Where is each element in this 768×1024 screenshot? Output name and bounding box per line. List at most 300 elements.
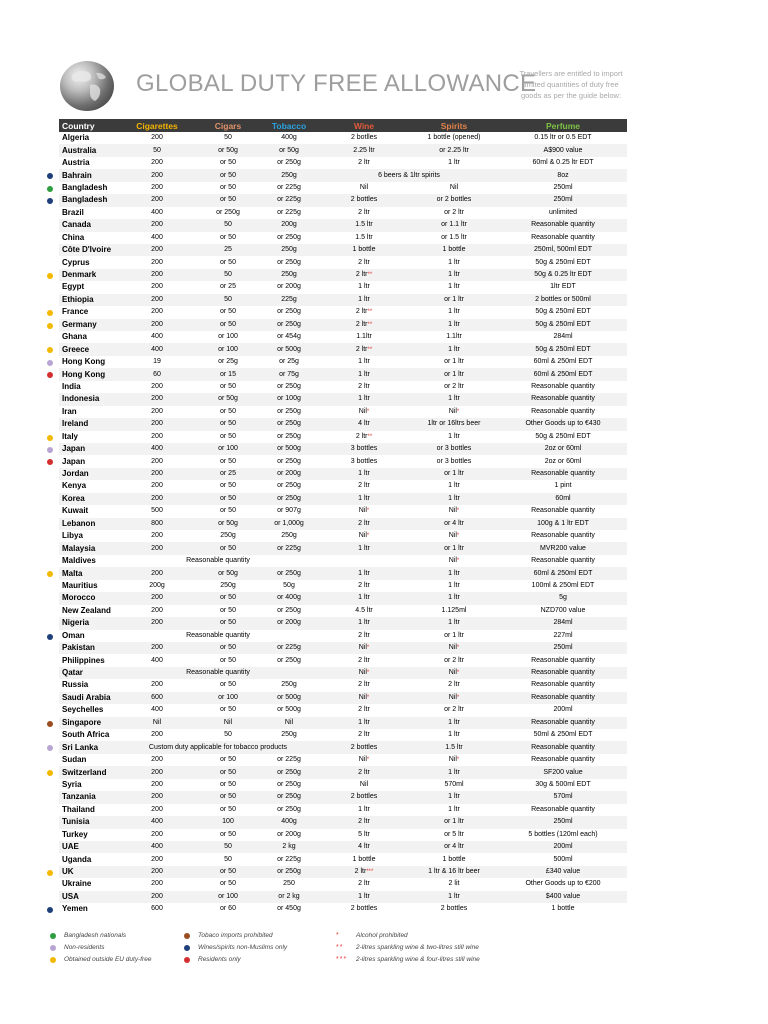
- country-cell: [59, 343, 117, 355]
- wine-cell: [319, 182, 409, 194]
- spirits-value: 1 ltr: [448, 793, 460, 801]
- spirits-cell: [409, 207, 499, 219]
- tobacco-cell: or 225g: [277, 208, 301, 216]
- wine-value: 5 ltr: [358, 830, 370, 838]
- cigarettes-cell: 60: [117, 368, 197, 380]
- spirits-value: 1 ltr: [448, 892, 460, 900]
- country-cell: [59, 592, 117, 604]
- spirits-value: 1 bottle (opened): [427, 134, 481, 142]
- perfume-cell: $400 value: [499, 891, 627, 903]
- spirits-cell: [409, 493, 499, 505]
- table-row: [59, 281, 627, 293]
- spirits-value: or 2 ltr: [444, 656, 464, 664]
- spirits-value: 1 ltr: [448, 731, 460, 739]
- spirits-cell: [409, 667, 499, 679]
- perfume-cell: 1ltr EDT: [550, 283, 576, 291]
- perfume-cell: 0.15 ltr or 0.5 EDT: [534, 134, 592, 142]
- wine-value: 1 ltr: [358, 295, 370, 303]
- legend-dot: [50, 933, 56, 939]
- spirits-cell: [409, 542, 499, 554]
- table-row: [59, 667, 627, 679]
- status-dot: [47, 459, 53, 465]
- wine-cell: [319, 542, 409, 554]
- perfume-cell: SF200 value: [499, 766, 627, 778]
- country-name: Lebanon: [62, 518, 96, 528]
- wine-value: 2 ltr: [358, 656, 370, 664]
- spirits-value: 1 bottle: [442, 855, 466, 863]
- wine-cell: [319, 194, 409, 206]
- spirits-cell: [409, 132, 499, 144]
- wine-cell: [319, 692, 409, 704]
- perfume-cell: 1 bottle: [551, 905, 575, 913]
- asterisk-marker: *: [456, 533, 460, 540]
- cigars-cell: 50: [224, 134, 232, 142]
- spirits-cell: [409, 232, 499, 244]
- cigars-cell: 50: [197, 219, 259, 231]
- cigars-cell: or 50: [220, 382, 236, 390]
- wine-value: 2 ltr: [358, 208, 370, 216]
- country-cell: [59, 132, 117, 144]
- country-cell: [59, 878, 117, 890]
- spirits-value: or 1 ltr: [444, 631, 464, 639]
- country-cell: [59, 393, 117, 405]
- country-cell: [59, 679, 117, 691]
- wine-cell: [319, 518, 409, 530]
- tobacco-cell: or 250g: [277, 258, 301, 266]
- asterisk-marker: *: [456, 670, 460, 677]
- tobacco-cell: 250g: [281, 681, 297, 689]
- perfume-cell: Reasonable quantity: [531, 532, 595, 540]
- cigarettes-cell: 200: [117, 244, 197, 256]
- wine-cell: [319, 567, 409, 579]
- perfume-cell: 227ml: [553, 631, 573, 639]
- cigarettes-cell: 200: [151, 756, 163, 764]
- tobacco-cell: or 225g: [259, 642, 319, 654]
- tobacco-cell: or 250g: [277, 656, 301, 664]
- cigarettes-cell: 200: [117, 542, 197, 554]
- wine-value: 1 ltr: [358, 283, 370, 291]
- legend-item: [336, 930, 480, 942]
- wine-value: 1.5 ltr: [355, 233, 373, 241]
- cigars-cell: or 50: [220, 482, 236, 490]
- cigarettes-cell: 400: [151, 656, 163, 664]
- table-row: [59, 617, 627, 629]
- table-row: [59, 319, 627, 331]
- allowance-table: [59, 119, 627, 916]
- asterisk-marker: *: [366, 533, 370, 540]
- table-row: [59, 418, 627, 430]
- wine-cell: [319, 816, 409, 828]
- wine-value: 2 bottles: [350, 743, 378, 751]
- spirits-value: 1.5 ltr: [445, 743, 463, 751]
- spirits-cell: [409, 480, 499, 492]
- spirits-value: 1 ltr: [448, 805, 460, 813]
- asterisk-marker: ***: [366, 869, 374, 876]
- country-cell: [59, 319, 117, 331]
- wine-cell: [319, 580, 409, 592]
- country-name: Seychelles: [62, 705, 104, 715]
- tobacco-cell: or 225g: [259, 194, 319, 206]
- table-row: [59, 580, 627, 592]
- perfume-cell: NZD700 value: [540, 606, 586, 614]
- col-header-cigarettes: Cigarettes: [117, 119, 197, 132]
- wine-cell: [319, 493, 409, 505]
- wine-value: 2 ltr: [358, 768, 370, 776]
- tobacco-cell: or 200g: [259, 468, 319, 480]
- country-cell: [59, 468, 117, 480]
- legend-item: [50, 930, 151, 942]
- tobacco-cell: or 250g: [277, 233, 301, 241]
- spirits-value: 1 ltr: [448, 432, 460, 440]
- wine-cell: [319, 505, 409, 517]
- spirits-value: 570ml: [444, 780, 464, 788]
- wine-value: Nil: [358, 756, 367, 764]
- perfume-cell: Reasonable quantity: [499, 717, 627, 729]
- cigars-cell: or 50: [220, 830, 236, 838]
- perfume-cell: 50g & 0.25 ltr EDT: [499, 269, 627, 281]
- cigars-cell: or 50: [220, 258, 236, 266]
- country-cell: [59, 232, 117, 244]
- asterisk-marker: **: [367, 433, 373, 440]
- tobacco-cell: 50g: [283, 581, 295, 589]
- cigars-cell: or 60: [220, 905, 236, 913]
- table-row: [59, 816, 627, 828]
- wine-value: 2 ltr: [358, 880, 370, 888]
- col-header-country: Country: [59, 119, 117, 132]
- cigarettes-cell: 200: [151, 855, 163, 863]
- table-row: [59, 766, 627, 778]
- perfume-cell: 250ml: [499, 642, 627, 654]
- wine-cell: [319, 294, 409, 306]
- country-name: Maldives: [62, 556, 96, 566]
- tobacco-cell: Nil: [259, 717, 319, 729]
- spirits-cell: [409, 567, 499, 579]
- tobacco-cell: or 250g: [259, 567, 319, 579]
- spirits-value: Nil: [448, 644, 457, 652]
- spirits-cell: [409, 406, 499, 418]
- country-name: Mauritius: [62, 580, 98, 590]
- cigarettes-cell: 200: [151, 830, 163, 838]
- spirits-cell: [409, 518, 499, 530]
- table-row: [59, 878, 627, 890]
- wine-value: 1 ltr: [358, 470, 370, 478]
- cigarettes-cell: 200: [117, 866, 197, 878]
- country-cell: [59, 841, 117, 853]
- spirits-cell: [409, 791, 499, 803]
- spirits-cell: [409, 381, 499, 393]
- wine-cell: [319, 891, 409, 903]
- country-name: Tunisia: [62, 817, 90, 827]
- tobacco-cell: 250: [283, 880, 295, 888]
- cigarettes-cell: 200: [117, 592, 197, 604]
- spirits-cell: [409, 580, 499, 592]
- asterisk-marker: *: [366, 408, 370, 415]
- table-row: [59, 269, 627, 281]
- cigarettes-cell: 200: [117, 468, 197, 480]
- table-row: [59, 903, 627, 915]
- spirits-value: or 4 ltr: [444, 519, 464, 527]
- perfume-cell: 60ml & 250ml EDT: [533, 358, 593, 366]
- wine-value: 1 ltr: [358, 358, 370, 366]
- spirits-value: or 1 ltr: [444, 818, 464, 826]
- perfume-cell: 250ml, 500ml EDT: [499, 244, 627, 256]
- wine-cell: [319, 530, 409, 542]
- tobacco-cell: or 25g: [279, 358, 299, 366]
- cigars-cell: or 100: [197, 343, 259, 355]
- perfume-cell: 570ml: [499, 791, 627, 803]
- spirits-cell: [409, 343, 499, 355]
- country-name: Iran: [62, 406, 77, 416]
- spirits-value: 2 lit: [448, 880, 460, 888]
- spirits-cell: [409, 903, 499, 915]
- col-header-spirits: Spirits: [409, 119, 499, 132]
- spirits-cell: [409, 418, 499, 430]
- cigarettes-cell: 500: [151, 507, 163, 515]
- perfume-cell: 200ml: [499, 841, 627, 853]
- wine-cell: [319, 368, 409, 380]
- spirits-cell: [409, 530, 499, 542]
- spirits-value: 1 ltr: [448, 594, 460, 602]
- cigarettes-cell: 200: [151, 532, 163, 540]
- country-cell: [59, 741, 117, 753]
- wine-cell: [319, 853, 409, 865]
- country-cell: [59, 555, 117, 567]
- cigarettes-cell: 200: [117, 393, 197, 405]
- table-row: [59, 891, 627, 903]
- wine-cell: [319, 679, 409, 691]
- wine-value: Nil: [358, 532, 367, 540]
- wine-value: 2 ltr: [355, 308, 368, 316]
- country-name: Malaysia: [62, 543, 96, 553]
- wine-cell: [319, 132, 409, 144]
- wine-cell: [319, 667, 409, 679]
- table-row: [59, 592, 627, 604]
- tobacco-cell: or 250g: [277, 805, 301, 813]
- wine-cell: [319, 704, 409, 716]
- cigarettes-cell: 200: [117, 418, 197, 430]
- spirits-cell: [409, 741, 499, 753]
- table-row: [59, 853, 627, 865]
- spirits-cell: [409, 319, 499, 331]
- country-name: Japan: [62, 444, 86, 454]
- country-name: Thailand: [62, 804, 95, 814]
- perfume-cell: Reasonable quantity: [499, 393, 627, 405]
- tobacco-cell: or 225g: [259, 542, 319, 554]
- tobacco-cell: 200g: [259, 219, 319, 231]
- wine-value: 4.5 ltr: [355, 606, 373, 614]
- cigarettes-cell: 50: [117, 144, 197, 156]
- country-cell: [59, 194, 117, 206]
- spirits-value: 1 ltr: [448, 283, 460, 291]
- cigarettes-cell: 200: [117, 642, 197, 654]
- wine-value: 1 ltr: [358, 892, 370, 900]
- tobacco-cell: or 400g: [259, 592, 319, 604]
- status-dot: [47, 770, 53, 776]
- perfume-cell: 60ml: [499, 493, 627, 505]
- country-cell: [59, 406, 117, 418]
- wine-value: 1 ltr: [358, 494, 370, 502]
- tobacco-merged-cell: Reasonable quantity: [186, 631, 250, 639]
- country-name: Ethiopia: [62, 294, 94, 304]
- legend-text: 2-litres sparkling wine & two-litres still wine: [356, 944, 479, 951]
- country-name: Turkey: [62, 829, 88, 839]
- cigars-cell: or 50: [220, 407, 236, 415]
- perfume-cell: 50g & 250ml EDT: [535, 432, 591, 440]
- cigarettes-cell: 200: [117, 493, 197, 505]
- cigarettes-cell: 200: [151, 731, 163, 739]
- country-cell: [59, 754, 117, 766]
- cigarettes-cell: 400: [151, 208, 163, 216]
- country-name: Russia: [62, 680, 89, 690]
- cigarettes-cell: 200g: [149, 581, 165, 589]
- perfume-cell: A$900 value: [499, 144, 627, 156]
- cigarettes-cell: 200: [151, 780, 163, 788]
- wine-cell: [319, 219, 409, 231]
- country-cell: [59, 431, 117, 443]
- perfume-cell: 60ml & 0.25 ltr EDT: [532, 159, 594, 167]
- cigars-cell: or 25: [197, 468, 259, 480]
- wine-cell: [319, 232, 409, 244]
- wine-cell: [319, 878, 409, 890]
- country-cell: [59, 617, 117, 629]
- cigars-cell: or 50: [220, 457, 236, 465]
- table-row: [59, 679, 627, 691]
- wine-cell: [319, 331, 409, 343]
- cigarettes-cell: 400: [117, 443, 197, 455]
- perfume-cell: 1 pint: [554, 482, 572, 490]
- cigarettes-cell: 200: [117, 319, 197, 331]
- perfume-cell: 200ml: [553, 706, 573, 714]
- table-row: [59, 779, 627, 791]
- perfume-cell: 284ml: [499, 617, 627, 629]
- country-name: UAE: [62, 842, 79, 852]
- spirits-value: 1 ltr: [448, 718, 460, 726]
- legend-dot: [50, 945, 56, 951]
- cigars-cell: 25: [197, 244, 259, 256]
- tobacco-cell: or 250g: [259, 791, 319, 803]
- table-body: [59, 132, 627, 916]
- cigars-cell: or 50g: [197, 144, 259, 156]
- cigars-cell: or 50: [197, 617, 259, 629]
- perfume-cell: Reasonable quantity: [531, 557, 595, 565]
- table-row: [59, 480, 627, 492]
- tobacco-cell: or 250g: [277, 457, 301, 465]
- wine-cell: [319, 455, 409, 467]
- wine-cell: [319, 480, 409, 492]
- table-row: [59, 754, 627, 766]
- wine-cell: [319, 319, 409, 331]
- legend-symbol: *: [336, 932, 340, 939]
- country-name: Greece: [62, 344, 90, 354]
- country-name: Brazil: [62, 207, 84, 217]
- spirits-value: or 2 ltr: [444, 208, 464, 216]
- status-dot: [47, 323, 53, 329]
- table-row: [59, 542, 627, 554]
- country-name: Jordan: [62, 469, 89, 479]
- country-name: Sri Lanka: [62, 742, 99, 752]
- country-cell: [59, 779, 117, 791]
- wine-cell: [319, 642, 409, 654]
- wine-value: 2 ltr: [355, 271, 368, 279]
- spirits-cell: [409, 331, 499, 343]
- tobacco-cell: 400g: [281, 134, 297, 142]
- spirits-value: or 2 ltr: [444, 382, 464, 390]
- wine-value: Nil: [358, 693, 367, 701]
- spirits-value: or 1 ltr: [444, 295, 464, 303]
- perfume-cell: Reasonable quantity: [531, 681, 595, 689]
- perfume-cell: Reasonable quantity: [499, 468, 627, 480]
- tobacco-cell: or 2 kg: [259, 891, 319, 903]
- country-cell: [59, 791, 117, 803]
- cigars-cell: or 50: [197, 866, 259, 878]
- country-cell: [59, 493, 117, 505]
- cigars-cell: or 50: [220, 159, 236, 167]
- table-row: [59, 741, 627, 753]
- country-cell: [59, 455, 117, 467]
- perfume-cell: Reasonable quantity: [531, 805, 595, 813]
- wine-value: 1 ltr: [358, 805, 370, 813]
- cigars-cell: or 100: [197, 692, 259, 704]
- spirits-value: 1 ltr: [448, 159, 460, 167]
- country-cell: [59, 381, 117, 393]
- spirits-value: 1 ltr: [448, 494, 460, 502]
- cigarettes-cell: 200: [151, 134, 163, 142]
- perfume-cell: 50g & 250ml EDT: [499, 319, 627, 331]
- table-row: [59, 381, 627, 393]
- spirits-cell: [409, 617, 499, 629]
- perfume-cell: Reasonable quantity: [531, 756, 595, 764]
- country-name: Oman: [62, 630, 85, 640]
- wine-value: Nil: [358, 507, 367, 515]
- spirits-value: 1 ltr: [448, 768, 460, 776]
- wine-value: 2 botlles: [350, 134, 378, 142]
- cigars-cell: or 50: [197, 194, 259, 206]
- country-cell: [59, 207, 117, 219]
- wine-value: 1 ltr: [358, 395, 370, 403]
- country-cell: [59, 219, 117, 231]
- legend-text: Tobaco imports prohibited: [198, 932, 273, 939]
- table-row: [59, 244, 627, 256]
- table-row: [59, 393, 627, 405]
- wine-cell: [319, 617, 409, 629]
- table-row: [59, 717, 627, 729]
- tobacco-cell: or 250g: [277, 432, 301, 440]
- cigars-cell: or 50g: [197, 393, 259, 405]
- cigarettes-cell: 200: [117, 567, 197, 579]
- cigars-cell: Nil: [197, 717, 259, 729]
- cigars-cell: or 50: [220, 507, 236, 515]
- wine-value: Nil: [358, 644, 367, 652]
- wine-cell: [319, 592, 409, 604]
- status-dot: [47, 721, 53, 727]
- table-row: [59, 169, 627, 181]
- tobacco-cell: or 250g: [277, 482, 301, 490]
- table-row: [59, 132, 627, 144]
- wine-value: 4 ltr: [358, 843, 370, 851]
- wine-value: 2 ltr: [358, 818, 370, 826]
- legend-text: Non-residents: [64, 944, 105, 951]
- tobacco-cell: or 250g: [259, 418, 319, 430]
- perfume-cell: 30g & 500ml EDT: [535, 780, 591, 788]
- table-row: [59, 729, 627, 741]
- legend-item: [336, 942, 480, 954]
- country-cell: [59, 368, 117, 380]
- wine-value: 2 bottles: [350, 905, 378, 913]
- wine-value: 1 ltr: [358, 569, 370, 577]
- spirits-value: or 1 ltr: [444, 470, 464, 478]
- country-name: Philippines: [62, 655, 105, 665]
- cigars-cell: or 50g: [197, 518, 259, 530]
